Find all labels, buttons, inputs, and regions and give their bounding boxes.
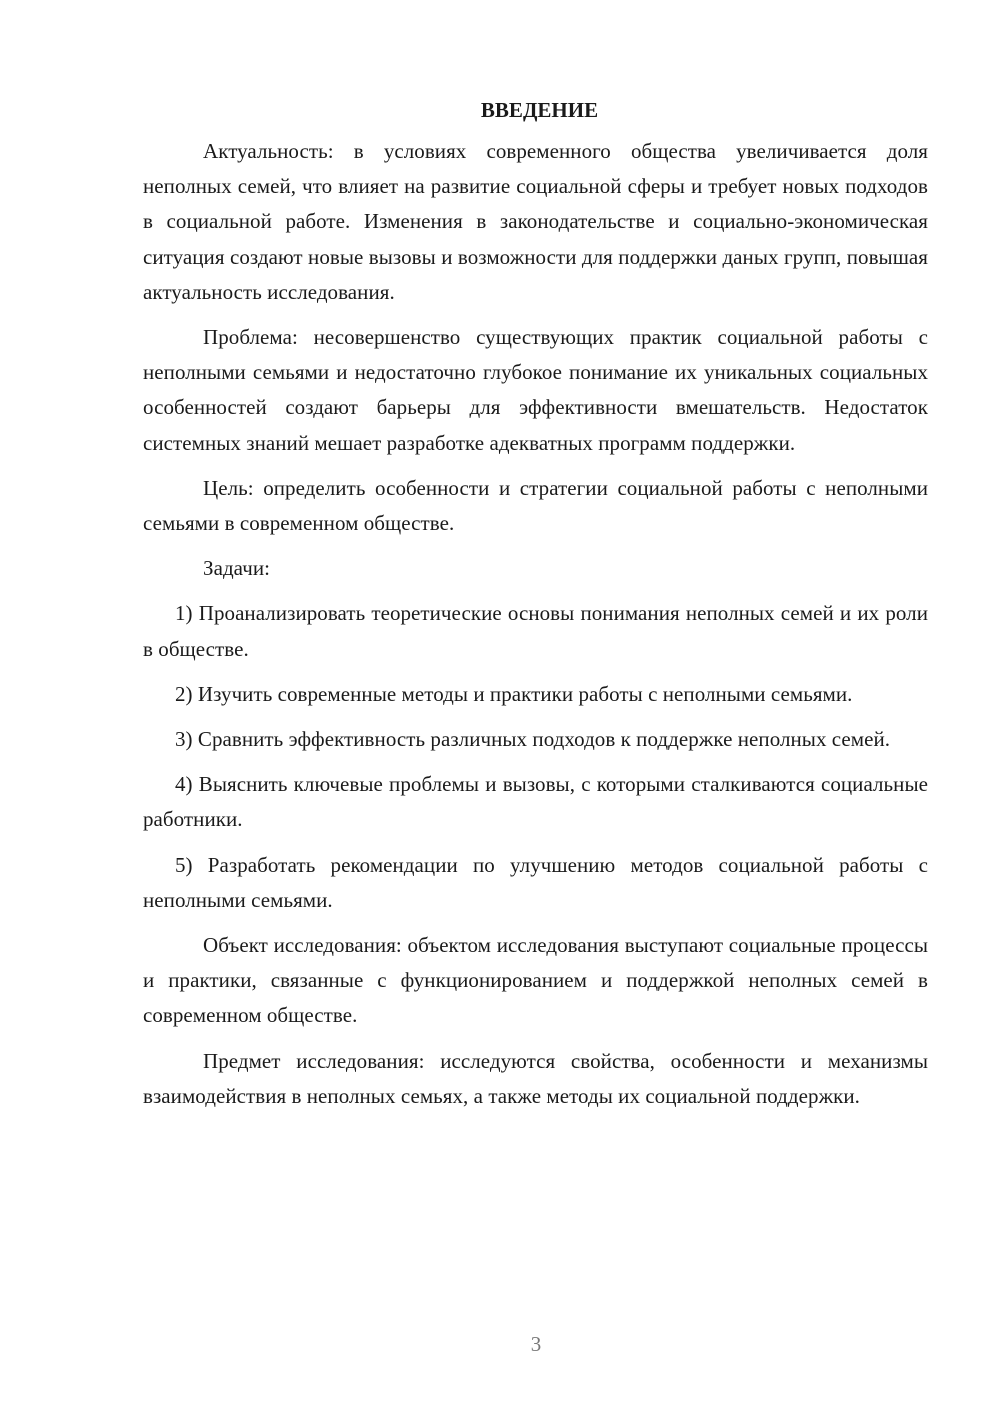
task-item: 2) Изучить современные методы и практики работы с неполными семьями. bbox=[175, 681, 853, 706]
problem-paragraph: Проблема: несовершенство существующих практик социальной работы с неполными семьями и недостаточно глубокое понимание их уникальных социальных особенностей создают барьеры для эффективности вмешательств. Недостаток системных знаний мешает разработке адекватных программ поддержки. bbox=[143, 325, 928, 455]
tasks-label: Задачи: bbox=[203, 556, 270, 581]
task-item: 1) Проанализировать теоретические основы понимания неполных семей и их роли в обществе. bbox=[143, 601, 928, 661]
subject-paragraph: Предмет исследования: исследуются свойства, особенности и механизмы взаимодействия в неполных семьях, а также методы их социальной поддержки. bbox=[143, 1048, 928, 1108]
document-page bbox=[143, 92, 928, 1124]
task-item: 3) Сравнить эффективность различных подходов к поддержке неполных семей. bbox=[175, 727, 891, 752]
section-heading: ВВЕДЕНИЕ bbox=[480, 98, 599, 122]
task-item: 4) Выяснить ключевые проблемы и вызовы, с которыми сталкиваются социальные работники. bbox=[143, 772, 928, 832]
goal-paragraph: Цель: определить особенности и стратегии социальной работы с неполными семьями в современном обществе. bbox=[143, 475, 928, 536]
task-item: 5) Разработать рекомендации по улучшению методов социальной работы с неполными семьями. bbox=[143, 852, 928, 912]
object-paragraph: Объект исследования: объектом исследования выступают социальные процессы и практики, связанные с функционированием и поддержкой неполных семей в современном обществе. bbox=[143, 933, 928, 1028]
page-number: 3 bbox=[530, 1332, 542, 1356]
relevance-paragraph: Актуальность: в условиях современного общества увеличивается доля неполных семей, что влияет на развитие социальной сферы и требует новых подходов в социальной работе. Изменения в законодательстве и социально-экономическая ситуация создают новые вызовы и возможности для поддержки даных групп, повышая актуальность исследования. bbox=[143, 139, 928, 304]
